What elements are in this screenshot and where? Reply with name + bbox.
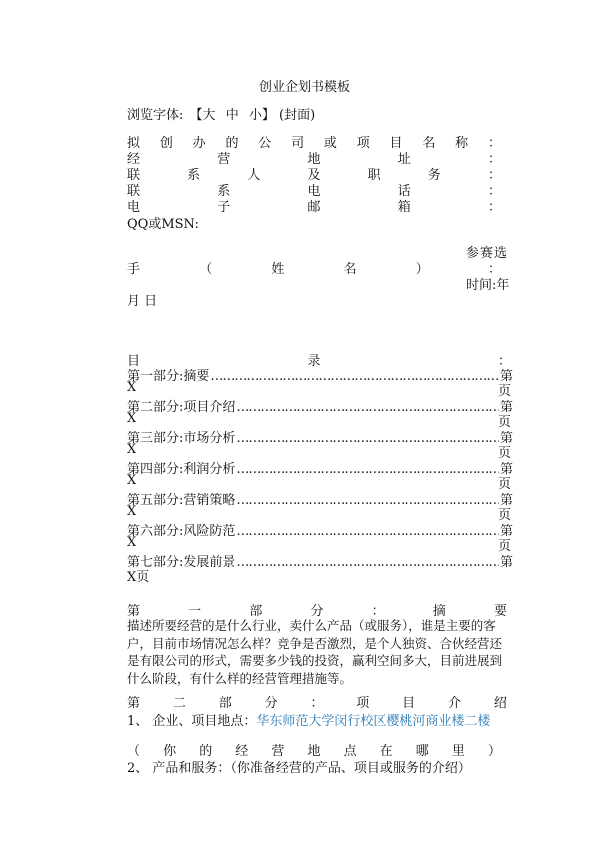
toc-item-label: 第二部分:项目介绍 <box>127 400 236 415</box>
toc-item-ye: 页 <box>497 539 511 554</box>
part1-heading-char: 部 <box>249 604 263 619</box>
toc-item-ye: 页 <box>497 415 511 430</box>
toc-item-ye: 页 <box>497 508 511 523</box>
month-day-label: 月 日 <box>127 294 158 309</box>
toc-item-page-number: X <box>127 473 137 488</box>
part2-heading <box>127 692 507 711</box>
cover-field-char: 称 <box>455 136 469 151</box>
cover-field-char: 电 <box>307 184 321 199</box>
toc-item-di: 第 <box>499 524 513 539</box>
cover-field-char: 名 <box>422 136 436 151</box>
part2-hint-char: 营 <box>271 744 285 759</box>
toc-heading-left: 目 <box>127 354 141 369</box>
part2-item2 <box>127 757 471 776</box>
cover-field-colon: ： <box>487 200 501 215</box>
location-link[interactable]: 华东师范大学闵行校区樱桃河商业楼二楼 <box>256 714 491 729</box>
cover-field-char: 经 <box>127 152 141 167</box>
toc-item-page-number: X <box>127 411 137 426</box>
cover-field-char: 项 <box>356 136 370 151</box>
cover-field-char: 公 <box>258 136 272 151</box>
toc-item-page-number: X <box>127 380 137 395</box>
part2-hint-char: 经 <box>235 744 249 759</box>
font-size-medium-link[interactable]: 中 <box>225 108 239 123</box>
part2-hint-char: 点 <box>343 744 357 759</box>
part2-hint-char: （ <box>127 744 141 759</box>
toc-item-page-number: X页 <box>127 570 150 585</box>
part2-heading-char: ： <box>310 696 324 711</box>
toc-item-label: 第五部分:营销策略 <box>127 493 236 508</box>
toc-item-ye: 页 <box>497 384 511 399</box>
toc-item-label: 第三部分:市场分析 <box>127 431 236 446</box>
part1-heading-char: 一 <box>188 604 202 619</box>
part1-heading-char: 摘 <box>432 604 446 619</box>
cover-field-char: 职 <box>367 168 381 183</box>
part2-hint-char: 你 <box>163 744 177 759</box>
cover-field-char: 司 <box>291 136 305 151</box>
part2-hint-char: 地 <box>307 744 321 759</box>
cover-field-char: 址 <box>397 152 411 167</box>
cover-field-char: 子 <box>217 200 231 215</box>
contestant-char: ） <box>415 262 429 277</box>
toc-item-page-row <box>127 566 511 585</box>
time-label: 时间:年 <box>466 278 510 293</box>
part2-heading-char: 部 <box>218 696 232 711</box>
part2-heading-char: 介 <box>448 696 462 711</box>
cover-field-char: 或 <box>323 136 337 151</box>
cover-field-char: 地 <box>307 152 321 167</box>
part2-item1 <box>127 710 490 729</box>
part2-item2-label: 2、 产品和服务： <box>127 761 231 776</box>
font-size-large-link[interactable]: 【大 <box>189 108 216 123</box>
part1-heading-char: 要 <box>493 604 507 619</box>
part2-hint-char: ） <box>487 744 501 759</box>
part2-hint-char: 里 <box>451 744 465 759</box>
contestant-char: 姓 <box>271 262 285 277</box>
toc-item-di: 第 <box>499 462 513 477</box>
toc-heading-mid: 录 <box>307 354 321 369</box>
cover-field-char: 务 <box>427 168 441 183</box>
toc-item-label: 第一部分:摘要 <box>127 369 210 384</box>
cover-field-qq-msn: QQ或MSN: <box>127 217 199 232</box>
part2-heading-char: 分 <box>264 696 278 711</box>
font-size-small-link[interactable]: 小】 <box>248 108 275 123</box>
contestant-colon: ： <box>487 262 501 277</box>
part1-text: 描述所要经营的是什么行业，卖什么产品（或服务），谁是主要的客户，目前市场情况怎么样？竞争是否激烈，是个人独资、合伙经营还是有限公司的形式，需要多少钱的投资，赢利空间多大，目前进展到什么阶段，有什么样的经营管理措施等。 <box>127 618 503 686</box>
part2-heading-char: 绍 <box>493 696 507 711</box>
cover-field-colon: ： <box>487 136 501 151</box>
browse-font-row <box>127 104 315 123</box>
cover-field-char: 的 <box>225 136 239 151</box>
cover-field-colon: ： <box>487 152 501 167</box>
cover-field-char: 联 <box>127 168 141 183</box>
contestant-char: （ <box>199 262 213 277</box>
cover-field-char: 话 <box>397 184 411 199</box>
toc-item-di: 第 <box>499 369 513 384</box>
cover-field-char: 办 <box>192 136 206 151</box>
part2-heading-char: 目 <box>402 696 416 711</box>
toc-item-page-number: X <box>127 504 137 519</box>
contestant-name-row <box>127 258 501 277</box>
toc-item-ye: 页 <box>497 477 511 492</box>
part2-item1-label: 1、 企业、项目地点： <box>127 714 257 729</box>
cover-field-char: 及 <box>307 168 321 183</box>
cover-field-char: 人 <box>247 168 261 183</box>
toc-item-di: 第 <box>499 555 513 570</box>
part2-heading-char: 项 <box>356 696 370 711</box>
cover-field-colon: ： <box>487 184 501 199</box>
part2-hint-char: 在 <box>379 744 393 759</box>
browse-font-suffix: (封面) <box>279 108 316 123</box>
cover-field-char: 系 <box>217 184 231 199</box>
cover-field-char: 目 <box>389 136 403 151</box>
contestant-char: 名 <box>343 262 357 277</box>
cover-field-char: 邮 <box>307 200 321 215</box>
toc-item-di: 第 <box>499 493 513 508</box>
part1-heading-char: 分 <box>310 604 324 619</box>
cover-field-char: 箱 <box>397 200 411 215</box>
toc-item-page-number: X <box>127 442 137 457</box>
toc-item-page-number: X <box>127 535 137 550</box>
toc-item-di: 第 <box>499 431 513 446</box>
part1-heading-char: ： <box>371 604 385 619</box>
cover-field-char: 拟 <box>127 136 141 151</box>
part2-hint-char: 的 <box>199 744 213 759</box>
part2-heading-char: 二 <box>172 696 186 711</box>
cover-field-char: 系 <box>187 168 201 183</box>
toc-item-label: 第七部分:发展前景 <box>127 555 236 570</box>
cover-field-colon: ： <box>487 168 501 183</box>
toc-item-ye: 页 <box>497 446 511 461</box>
toc-item-label: 第六部分:风险防范 <box>127 524 236 539</box>
part2-heading-char: 第 <box>127 696 141 711</box>
contestant-char: 手 <box>127 262 141 277</box>
cover-field-char: 营 <box>217 152 231 167</box>
page-title: 创业企划书模板 <box>259 80 351 95</box>
part2-hint-char: 哪 <box>415 744 429 759</box>
toc-item-label: 第四部分:利润分析 <box>127 462 236 477</box>
contestant-top-text: 参赛选 <box>466 246 509 261</box>
browse-font-label: 浏览字体: <box>127 108 184 123</box>
toc-heading-end: ： <box>497 354 511 369</box>
toc-item-di: 第 <box>499 400 513 415</box>
part2-item2-hint: （你准备经营的产品、项目或服务的介绍） <box>230 761 471 776</box>
cover-field-char: 创 <box>159 136 173 151</box>
cover-field-char: 联 <box>127 184 141 199</box>
part1-heading-char: 第 <box>127 604 141 619</box>
cover-field-char: 电 <box>127 200 141 215</box>
